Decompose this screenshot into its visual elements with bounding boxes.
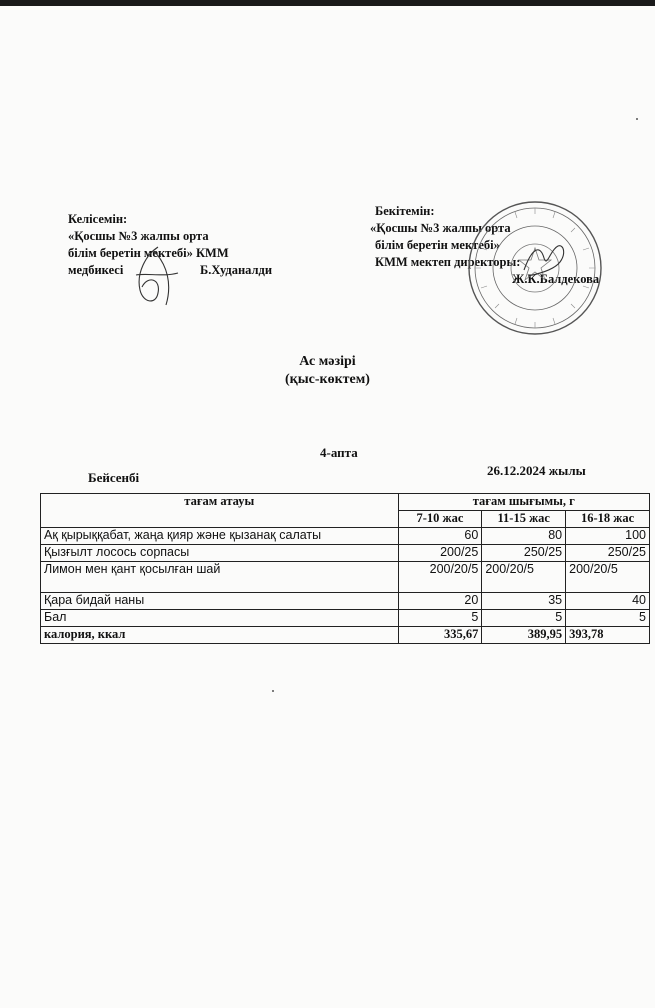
portion-value: 5 xyxy=(398,610,482,627)
portion-value: 80 xyxy=(482,528,566,545)
table-row xyxy=(41,593,650,610)
calorie-total-row xyxy=(41,627,650,644)
right-approval-label: Бекітемін: xyxy=(375,204,435,218)
table-header-row xyxy=(41,494,650,511)
portion-value: 200/20/5 xyxy=(398,562,482,593)
portion-value: 250/25 xyxy=(566,545,650,562)
week-label: 4-апта xyxy=(320,445,358,460)
left-approval-label: Келісемін: xyxy=(68,212,128,226)
right-approval-org-line2: білім беретін мектебі» xyxy=(375,238,500,252)
right-approval-name: Ж.К.Балдекова xyxy=(512,272,600,286)
portion-value: 250/25 xyxy=(482,545,566,562)
date-label: 26.12.2024 жылы xyxy=(487,463,586,478)
dish-name: Қара бидай наны xyxy=(41,593,399,610)
dish-name: Ақ қырыққабат, жаңа қияр және қызанақ салаты xyxy=(41,528,399,545)
portion-value: 60 xyxy=(398,528,482,545)
portion-value: 200/20/5 xyxy=(566,562,650,593)
calorie-value: 389,95 xyxy=(482,627,566,644)
portion-value: 20 xyxy=(398,593,482,610)
portion-value: 40 xyxy=(566,593,650,610)
output-header: тағам шығымы, г xyxy=(398,494,649,511)
left-approval-role: медбикесі xyxy=(68,263,124,277)
scan-speck xyxy=(636,118,638,120)
nurse-signature xyxy=(128,245,183,310)
portion-value: 35 xyxy=(482,593,566,610)
menu-title: Ас мәзірі xyxy=(299,354,356,369)
table-row xyxy=(41,545,650,562)
right-approval-org-line1: «Қосшы №3 жалпы орта xyxy=(370,221,511,235)
right-approval-role: КММ мектеп директоры: xyxy=(375,255,521,269)
table-row xyxy=(41,528,650,545)
dish-name-header: тағам атауы xyxy=(41,494,399,528)
menu-season: (қыс-көктем) xyxy=(285,372,370,387)
age-group-header: 11-15 жас xyxy=(482,511,566,528)
scan-speck xyxy=(272,690,274,692)
left-approval-org-line1: «Қосшы №3 жалпы орта xyxy=(68,229,209,243)
scan-top-edge xyxy=(0,0,655,6)
calorie-value: 335,67 xyxy=(398,627,482,644)
left-approval-org-line2: білім беретін мектебі» КММ xyxy=(68,246,229,260)
day-label: Бейсенбі xyxy=(88,470,140,485)
portion-value: 200/20/5 xyxy=(482,562,566,593)
table-row xyxy=(41,562,650,593)
portion-value: 5 xyxy=(566,610,650,627)
age-group-header: 16-18 жас xyxy=(566,511,650,528)
dish-name: Қызғылт лосось сорпасы xyxy=(41,545,399,562)
dish-name: Лимон мен қант қосылған шай xyxy=(41,562,399,593)
director-signature xyxy=(520,240,570,280)
dish-name: Бал xyxy=(41,610,399,627)
left-approval-name: Б.Худаналди xyxy=(200,263,273,277)
table-row xyxy=(41,610,650,627)
menu-table xyxy=(40,493,650,644)
age-group-header: 7-10 жас xyxy=(398,511,482,528)
calorie-value: 393,78 xyxy=(566,627,650,644)
portion-value: 200/25 xyxy=(398,545,482,562)
portion-value: 100 xyxy=(566,528,650,545)
portion-value: 5 xyxy=(482,610,566,627)
calorie-label: калория, ккал xyxy=(41,627,399,644)
